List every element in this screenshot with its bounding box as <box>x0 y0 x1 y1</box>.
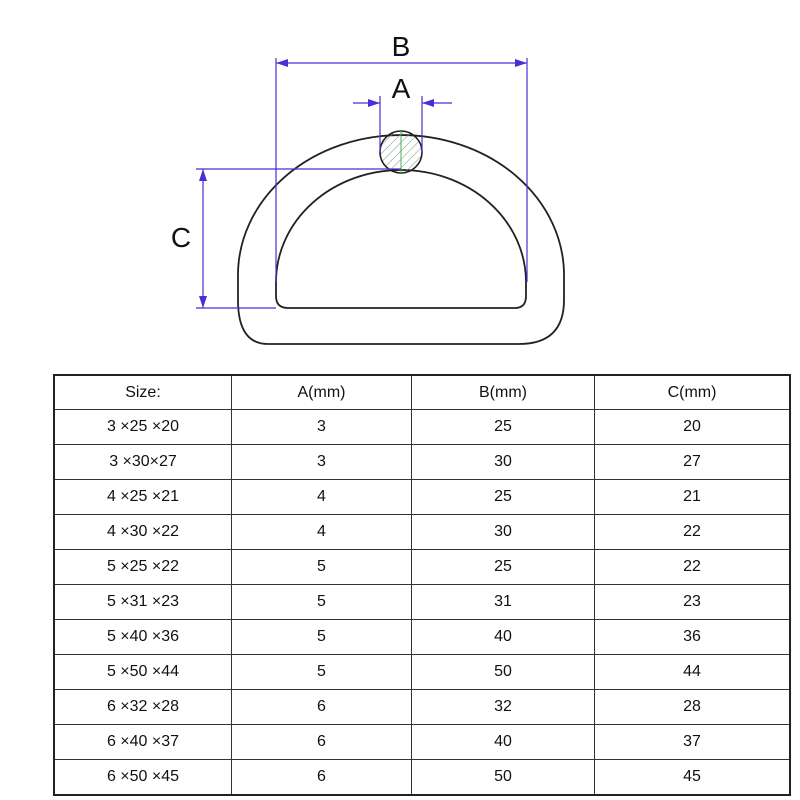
cell-b: 25 <box>412 410 595 445</box>
cell-b: 25 <box>412 550 595 585</box>
cell-a: 3 <box>232 445 412 480</box>
size-spec-table <box>53 374 791 796</box>
cell-c: 20 <box>595 410 791 445</box>
cell-a: 6 <box>232 725 412 760</box>
table-row <box>54 690 790 725</box>
cell-a: 4 <box>232 515 412 550</box>
d-ring-inner-outline <box>276 170 526 308</box>
cell-c: 22 <box>595 515 791 550</box>
cell-a: 6 <box>232 760 412 796</box>
cell-size: 3 ×25 ×20 <box>54 410 232 445</box>
d-ring-diagram <box>0 0 800 370</box>
dimension-c <box>196 169 401 308</box>
cell-b: 50 <box>412 655 595 690</box>
cell-size: 5 ×31 ×23 <box>54 585 232 620</box>
cell-b: 40 <box>412 620 595 655</box>
cell-size: 4 ×25 ×21 <box>54 480 232 515</box>
cell-c: 44 <box>595 655 791 690</box>
cell-c: 36 <box>595 620 791 655</box>
table-row <box>54 620 790 655</box>
cell-c: 23 <box>595 585 791 620</box>
cell-b: 50 <box>412 760 595 796</box>
cell-size: 6 ×32 ×28 <box>54 690 232 725</box>
cell-b: 30 <box>412 515 595 550</box>
cell-size: 4 ×30 ×22 <box>54 515 232 550</box>
table-row <box>54 760 790 796</box>
table-row <box>54 725 790 760</box>
cell-a: 5 <box>232 585 412 620</box>
table-row <box>54 445 790 480</box>
cell-b: 31 <box>412 585 595 620</box>
table-row <box>54 515 790 550</box>
cell-a: 6 <box>232 690 412 725</box>
table-header-row <box>54 375 790 410</box>
cell-a: 5 <box>232 550 412 585</box>
label-a: A <box>391 73 411 104</box>
cell-c: 37 <box>595 725 791 760</box>
label-b: B <box>391 31 411 62</box>
cell-c: 21 <box>595 480 791 515</box>
cell-size: 3 ×30×27 <box>54 445 232 480</box>
table-row <box>54 550 790 585</box>
cell-c: 22 <box>595 550 791 585</box>
cell-size: 5 ×25 ×22 <box>54 550 232 585</box>
cell-size: 6 ×40 ×37 <box>54 725 232 760</box>
cell-b: 32 <box>412 690 595 725</box>
cell-c: 27 <box>595 445 791 480</box>
header-size: Size: <box>54 375 232 410</box>
label-c: C <box>170 222 192 253</box>
table-row <box>54 480 790 515</box>
cell-c: 45 <box>595 760 791 796</box>
cell-size: 6 ×50 ×45 <box>54 760 232 796</box>
cell-c: 28 <box>595 690 791 725</box>
cell-b: 25 <box>412 480 595 515</box>
cell-a: 5 <box>232 620 412 655</box>
cell-b: 40 <box>412 725 595 760</box>
header-b: B(mm) <box>412 375 595 410</box>
table-row <box>54 655 790 690</box>
cell-b: 30 <box>412 445 595 480</box>
cell-a: 4 <box>232 480 412 515</box>
cell-a: 3 <box>232 410 412 445</box>
table-row <box>54 585 790 620</box>
header-a: A(mm) <box>232 375 412 410</box>
cell-size: 5 ×50 ×44 <box>54 655 232 690</box>
cell-a: 5 <box>232 655 412 690</box>
header-c: C(mm) <box>595 375 791 410</box>
cell-size: 5 ×40 ×36 <box>54 620 232 655</box>
table-row <box>54 410 790 445</box>
